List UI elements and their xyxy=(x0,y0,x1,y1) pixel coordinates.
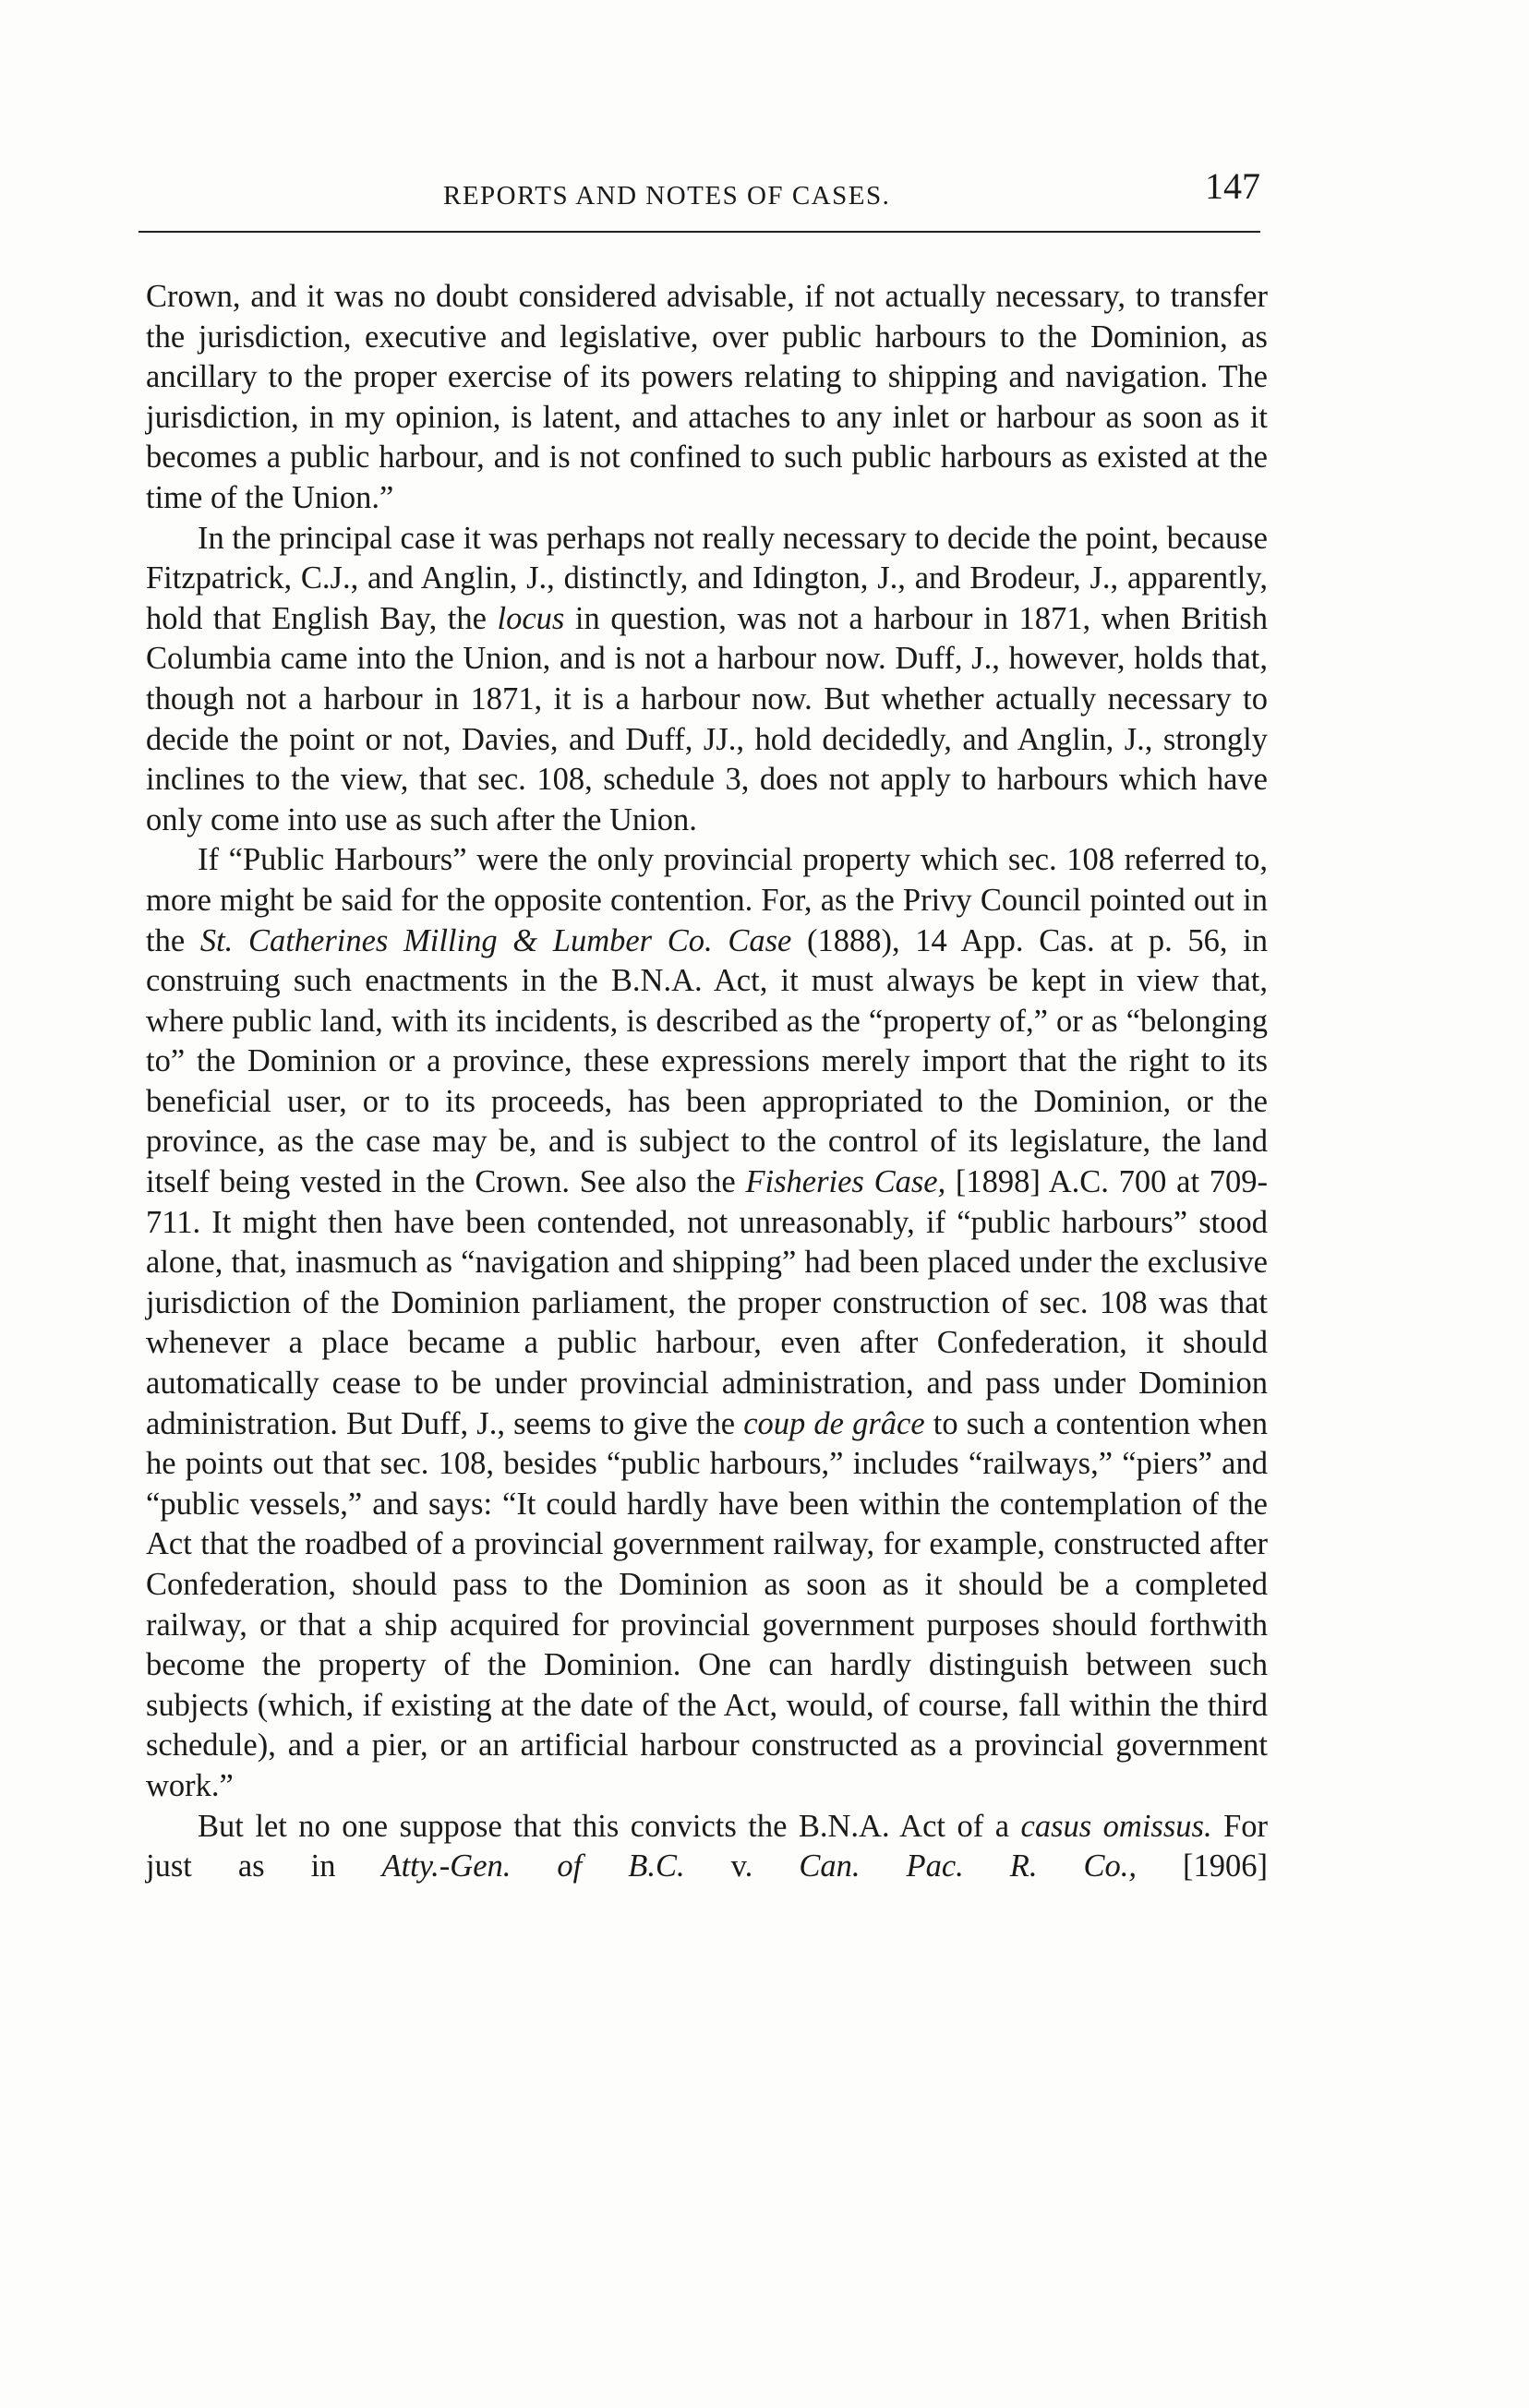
paragraph-4-text-b: For just as in xyxy=(146,1808,1268,1884)
running-title: REPORTS AND NOTES OF CASES. xyxy=(443,181,891,211)
italic-case-name-fisheries: Fisheries Case, xyxy=(745,1164,946,1200)
paragraph-4 xyxy=(146,1807,1268,1887)
italic-locus: locus xyxy=(497,600,565,636)
paragraph-4-text-d: [1906] xyxy=(1137,1848,1269,1884)
page-number: 147 xyxy=(1205,165,1260,207)
running-head xyxy=(138,157,1260,222)
italic-case-party-can-pac: Can. Pac. R. Co., xyxy=(799,1848,1138,1884)
paragraph-2-text-a: In the principal case it was perhaps not really necessary to decide the point, because Fitzpatrick, C.J., and Anglin, J., distinctly, and Idington, J., and Brodeur, J., apparently, hold that English Bay, the xyxy=(146,520,1268,636)
paragraph-3-text-a: If “Public Harbours” were the only provincial property which sec. 108 referred to, more might be said for the opposite contention. For, as the Privy Council pointed out in the xyxy=(146,842,1268,958)
italic-casus-omissus: casus omissus. xyxy=(1020,1808,1212,1844)
paragraph-4-text-a: But let no one suppose that this convicts the B.N.A. Act of a xyxy=(198,1808,1021,1844)
paragraph-2 xyxy=(146,519,1268,841)
paragraph-3-text-d: to such a contention when he points out that sec. 108, besides “public harbours,” includes “railways,” “piers” and “public vessels,” and says: “It could hardly have been within the contemplation of the Act that the roadbed of a provincial government railway, for example, constructed after Confederation, should pass to the Dominion as soon as it should be a completed railway, or that a ship acquired for provincial government purposes should forthwith become the property of the Dominion. One can hardly distinguish between such subjects (which, if existing at the date of the Act, would, of course, fall within the third schedule), and a pier, or an artificial harbour constructed as a provincial government work.” xyxy=(146,1405,1268,1803)
paragraph-3-text-b: (1888), 14 App. Cas. at p. 56, in construing such enactments in the B.N.A. Act, it must always be kept in view that, where public land, with its incidents, is described as the “property of,” or as “belonging to” the Dominion or a province, these expressions merely import that the right to its beneficial user, or to its proceeds, has been appropriated to the Dominion, or the province, as the case may be, and is subject to the control of its legislature, the land itself being vested in the Crown. See also the xyxy=(146,922,1268,1200)
paragraph-3 xyxy=(146,840,1268,1806)
paragraph-1-text: Crown, and it was no doubt considered advisable, if not actually necessary, to transfer the jurisdiction, executive and legislative, over public harbours to the Dominion, as ancillary to the proper exercise of its powers relating to shipping and navigation. The jurisdiction, in my opinion, is latent, and attaches to any inlet or harbour as soon as it becomes a public harbour, and is not confined to such public harbours as existed at the time of the Union.” xyxy=(146,279,1268,515)
body-text xyxy=(146,277,1268,1887)
paragraph-2-text-b: in question, was not a harbour in 1871, when British Columbia came into the Union, and is not a harbour now. Duff, J., however, holds that, though not a harbour in 1871, it is a harbour now. But whether actually necessary to decide the point or not, Davies, and Duff, JJ., hold decidedly, and Anglin, J., strongly inclines to the view, that sec. 108, schedule 3, does not apply to harbours which have only come into use as such after the Union. xyxy=(146,600,1268,837)
paragraph-4-text-c: v. xyxy=(684,1848,800,1884)
header-rule xyxy=(138,231,1260,233)
italic-coup-de-grace: coup de grâce xyxy=(743,1405,925,1441)
italic-case-name-st-catherines: St. Catherines Milling & Lumber Co. Case xyxy=(199,922,792,958)
paragraph-1 xyxy=(146,277,1268,519)
italic-case-party-atty-gen: Atty.-Gen. of B.C. xyxy=(381,1848,685,1884)
paragraph-3-text-c: [1898] A.C. 700 at 709-711. It might then have been contended, not unreasonably, if “public harbours” stood alone, that, inasmuch as “navigation and shipping” had been placed under the exclusive jurisdiction of the Dominion parliament, the proper construction of sec. 108 was that whenever a place became a public harbour, even after Confederation, it should automatically cease to be under provincial administration, and pass under Dominion administration. But Duff, J., seems to give the xyxy=(146,1164,1269,1441)
